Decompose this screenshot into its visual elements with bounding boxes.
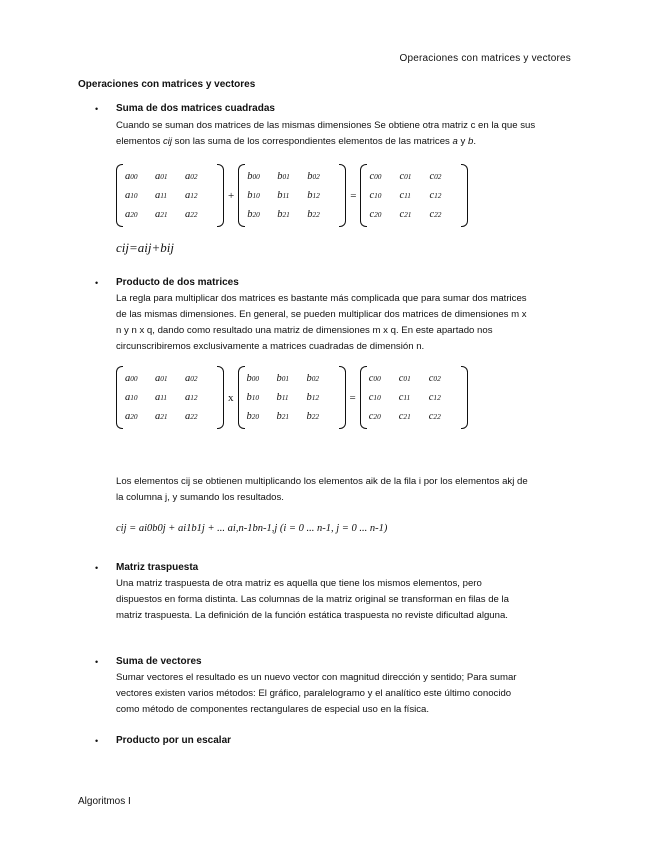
equals-operator: = xyxy=(350,189,357,202)
matrix-cell: a 10 xyxy=(125,392,138,403)
matrix-cell: b 12 xyxy=(306,392,320,403)
text-line: de las mismas dimensiones. En general, se pueden multiplicar dos matrices de dimensiones m x xyxy=(116,309,527,320)
text-line: la columna j, y sumando los resultados. xyxy=(116,492,284,503)
matrix-cell: c 21 xyxy=(398,411,411,422)
text-line: circunscribiremos exclusivamente a matrices cuadradas de dimensión n. xyxy=(116,341,425,352)
matrix-cell: c 02 xyxy=(428,373,441,384)
matrix-cell: c 00 xyxy=(368,373,381,384)
matrix-cell: a 02 xyxy=(185,171,198,182)
matrix-cell: a 11 xyxy=(155,190,168,201)
text-line: Sumar vectores el resultado es un nuevo vector con magnitud dirección y sentido; Para sumar xyxy=(116,672,517,683)
matrix-cell: a 01 xyxy=(155,373,168,384)
matrix-b xyxy=(238,164,346,227)
matrix-cell: a 22 xyxy=(185,411,198,422)
matrix-cell: a 11 xyxy=(155,392,168,403)
paragraph-suma xyxy=(116,118,586,150)
paragraph-traspuesta xyxy=(116,576,586,624)
section-title-escalar: Producto por un escalar xyxy=(116,735,232,746)
text-line: Los elementos cij se obtienen multiplicando los elementos aik de la fila i por los elementos akj de xyxy=(116,476,528,487)
matrix-cell: b 12 xyxy=(307,190,320,201)
text-line: matriz traspuesta. La definición de la función estática traspuesta no reviste dificultad alguna. xyxy=(116,610,508,621)
matrix-cell: c 10 xyxy=(369,190,382,201)
matrix-cell: a 22 xyxy=(185,209,198,220)
bullet-icon: • xyxy=(95,736,99,746)
text-line: n y n x q, dando como resultado una matriz de dimensiones m x q. En este apartado nos xyxy=(116,325,493,336)
matrix-cell: b 02 xyxy=(307,171,320,182)
matrix-cell: c 11 xyxy=(398,392,411,403)
document-title: Operaciones con matrices y vectores xyxy=(78,79,256,90)
matrix-cell: b 20 xyxy=(246,411,260,422)
matrix-cell: c 12 xyxy=(429,190,442,201)
matrix-cell: a 02 xyxy=(185,373,198,384)
matrix-c xyxy=(360,164,468,227)
bullet-icon: • xyxy=(95,278,99,288)
matrix-cell: b 10 xyxy=(247,190,260,201)
paragraph-producto-desc xyxy=(116,474,586,506)
paragraph-producto xyxy=(116,291,586,355)
matrix-cell: a 21 xyxy=(155,209,168,220)
matrix-cell: b 01 xyxy=(277,171,290,182)
matrix-cell: a 21 xyxy=(155,411,168,422)
matrix-sum-equation xyxy=(116,164,468,227)
matrix-c xyxy=(360,366,468,429)
matrix-cell: c 10 xyxy=(368,392,381,403)
matrix-cell: a 10 xyxy=(125,190,138,201)
matrix-cell: a 12 xyxy=(185,190,198,201)
paragraph-vectores xyxy=(116,670,586,718)
matrix-cell: b 00 xyxy=(247,171,260,182)
matrix-cell: a 00 xyxy=(125,373,138,384)
bullet-icon: • xyxy=(95,657,99,667)
matrix-a xyxy=(116,164,224,227)
matrix-cell: a 12 xyxy=(185,392,198,403)
formula-sum: cij=aij+bij xyxy=(116,240,174,255)
section-title-traspuesta: Matriz traspuesta xyxy=(116,562,199,573)
matrix-cell: a 20 xyxy=(125,209,138,220)
matrix-cell: b 22 xyxy=(306,411,320,422)
plus-operator: + xyxy=(228,189,235,202)
matrix-cell: c 22 xyxy=(429,209,442,220)
matrix-cell: c 20 xyxy=(368,411,381,422)
equals-operator: = xyxy=(349,391,356,404)
section-title-suma: Suma de dos matrices cuadradas xyxy=(116,103,275,114)
page-header: Operaciones con matrices y vectores xyxy=(399,53,571,64)
text-line: La regla para multiplicar dos matrices es bastante más complicada que para sumar dos matrices xyxy=(116,293,527,304)
matrix-cell: a 00 xyxy=(125,171,138,182)
matrix-cell: c 22 xyxy=(428,411,441,422)
matrix-cell: c 01 xyxy=(399,171,412,182)
matrix-cell: b 20 xyxy=(247,209,260,220)
matrix-cell: c 11 xyxy=(399,190,411,201)
section-title-producto: Producto de dos matrices xyxy=(116,277,239,288)
text-line: Cuando se suman dos matrices de las mismas dimensiones Se obtiene otra matriz c en la que sus xyxy=(116,120,536,131)
times-operator: x xyxy=(228,391,234,404)
matrix-cell: b 21 xyxy=(277,209,290,220)
matrix-cell: c 12 xyxy=(428,392,441,403)
text-line: elementos cij son las suma de los correspondientes elementos de las matrices a y b. xyxy=(116,136,476,147)
text-line: dispuestos en forma distinta. Las columnas de la matriz original se transforman en filas de la xyxy=(116,594,510,605)
matrix-cell: b 10 xyxy=(246,392,260,403)
page-footer: Algoritmos I xyxy=(78,796,131,807)
matrix-cell: b 22 xyxy=(307,209,320,220)
section-title-vectores: Suma de vectores xyxy=(116,656,202,667)
matrix-cell: c 20 xyxy=(369,209,382,220)
matrix-cell: c 21 xyxy=(399,209,412,220)
matrix-cell: c 02 xyxy=(429,171,442,182)
matrix-product-equation xyxy=(116,366,468,429)
matrix-cell: b 01 xyxy=(276,373,290,384)
formula-product: cij = ai0b0j + ai1b1j + ... ai,n-1bn-1,j (i = 0 ... n-1, j = 0 ... n-1) xyxy=(116,523,388,534)
bullet-icon: • xyxy=(95,563,99,573)
matrix-a xyxy=(116,366,224,429)
matrix-cell: b 02 xyxy=(306,373,320,384)
matrix-b xyxy=(238,366,346,429)
matrix-cell: c 01 xyxy=(398,373,411,384)
matrix-cell: a 20 xyxy=(125,411,138,422)
matrix-cell: b 00 xyxy=(246,373,260,384)
matrix-cell: b 21 xyxy=(276,411,290,422)
text-line: Una matriz traspuesta de otra matriz es aquella que tiene los mismos elementos, pero xyxy=(116,578,482,589)
text-line: vectores existen varios métodos: El gráfico, paralelogramo y el analítico este último conocido xyxy=(116,688,512,699)
text-line: como método de componentes rectangulares de especial uso en la física. xyxy=(116,704,430,715)
bullet-icon: • xyxy=(95,104,99,114)
matrix-cell: b 11 xyxy=(276,392,289,403)
matrix-cell: a 01 xyxy=(155,171,168,182)
matrix-cell: b 11 xyxy=(277,190,290,201)
matrix-cell: c 00 xyxy=(369,171,382,182)
